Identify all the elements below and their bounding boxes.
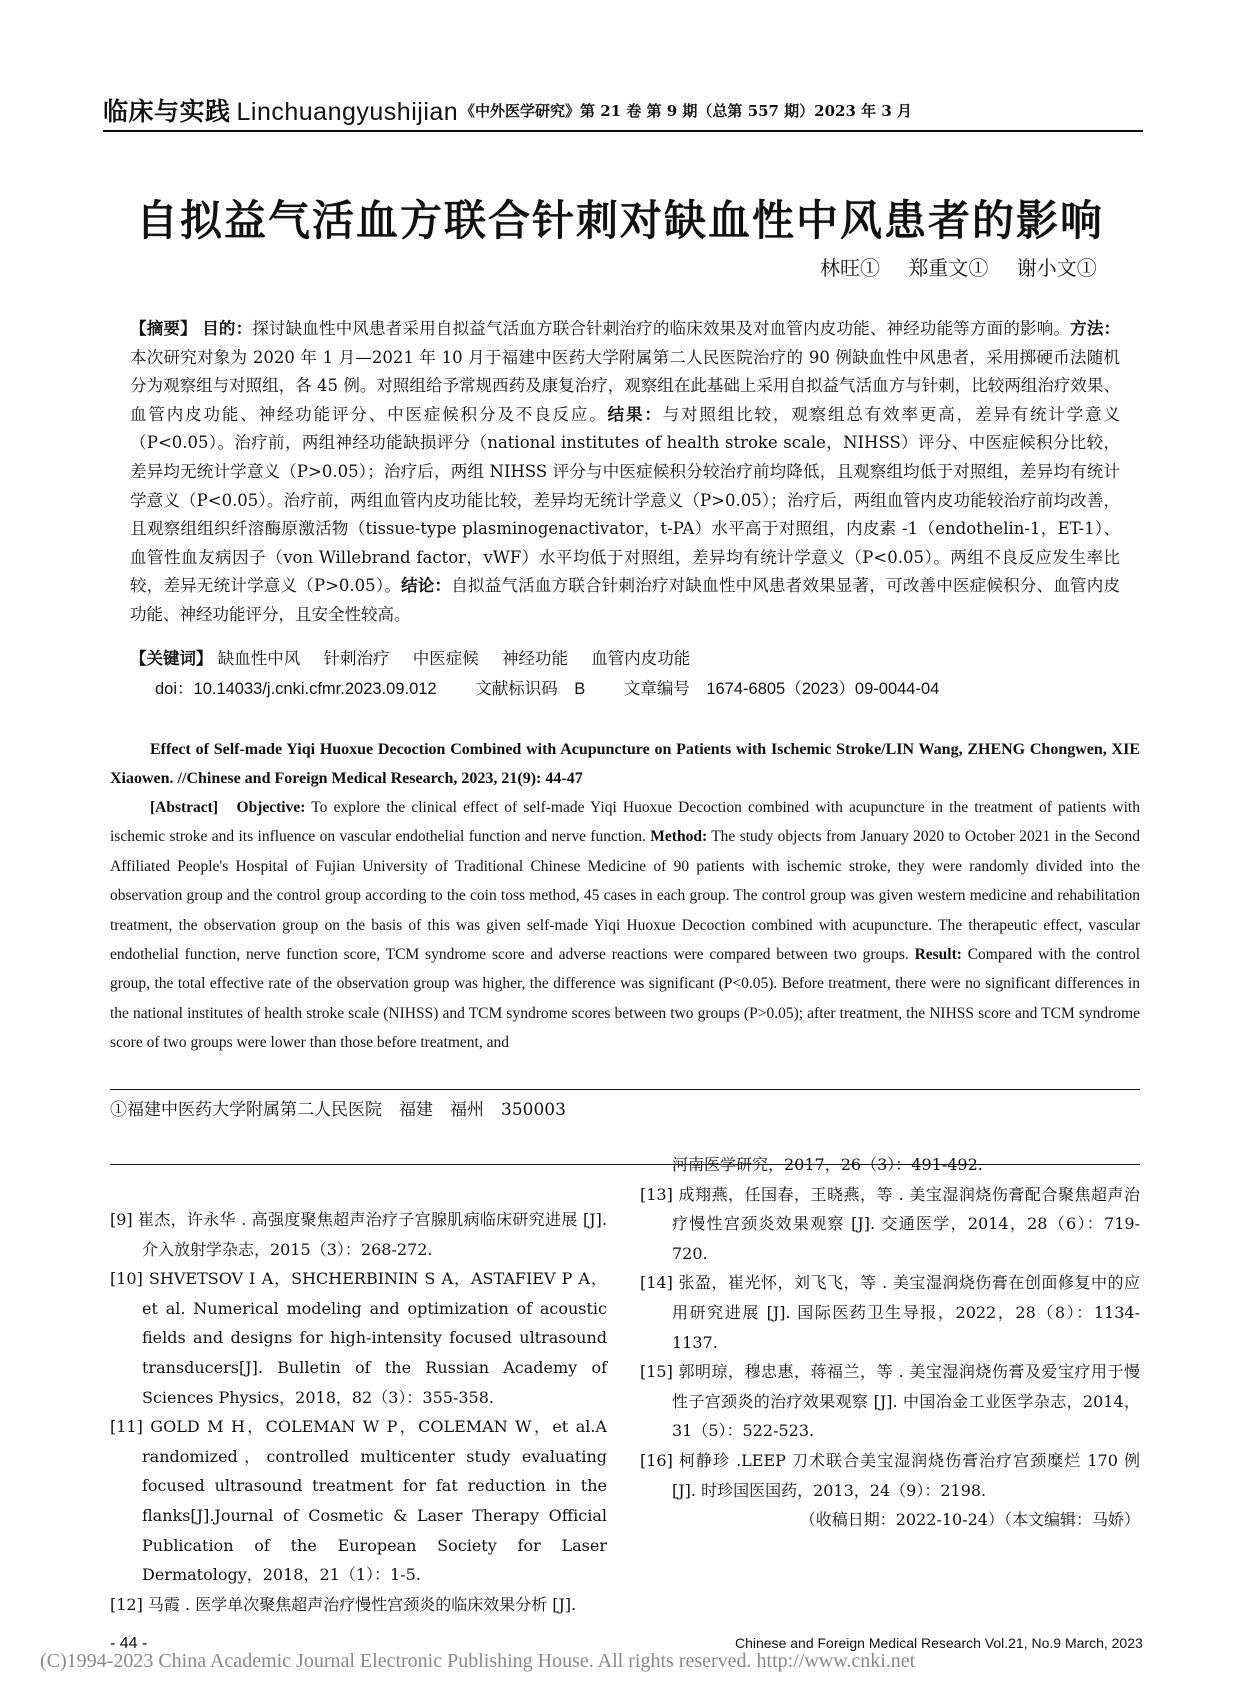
result-text: 与对照组比较，观察组总有效率更高，差异有统计学意义（P<0.05）。治疗前，两组神经功能缺损评分（national institutes of health stroke scale，NIHSS）评分、中医症候积分比较，差异均无统计学意义（P>0.05）；治疗后，两组 NIHSS 评分与中医症候积分较治疗前均降低，且观察组均低于对照组，差异均有统计学意义（P<0.05）。治疗前，两组血管内皮功能比较，差异均无统计学意义（P>0.05）；治疗后，两组血管内皮功能较治疗前均改善，且观察组组织纤溶酶原激活物（tissue-type plasminogenactivator，t-PA）水平高于对照组，内皮素 -1（endothelin-1，ET-1）、血管性血友病因子（von Willebrand factor，vWF）水平均低于对照组，差异均有统计学意义（P<0.05）。两组不良反应发生率比较，差异无统计学意义（P>0.05）。 (130, 404, 1121, 596)
result-en-text: Compared with the control group, the total effective rate of the observation group was higher, the difference was significant (P<0.05). Before treatment, there were no significant differences in the national institutes of health stroke scale (NIHSS) and TCM syndrome scores between two groups (P>0.05); after treatment, the NIHSS score and TCM syndrome score of two groups were lower than those before treatment, and (110, 946, 1141, 1052)
column-name-cn: 临床与实践 (103, 97, 231, 126)
footnote-rule (110, 1089, 1140, 1090)
keyword: 针刺治疗 (323, 649, 390, 668)
document-code: 文献标识码 B (475, 680, 586, 698)
objective-text: 探讨缺血性中风患者采用自拟益气活血方联合针刺治疗的临床效果及对血管内皮功能、神经功能等方面的影响。 (252, 319, 1071, 338)
reference-item: [9] 崔杰，许永华 . 高强度聚焦超声治疗子宫腺肌病临床研究进展 [J]. 介入放射学杂志，2015（3）：268-272. (110, 1210, 607, 1259)
method-en-label: Method: (650, 828, 708, 846)
abstract-label: 【摘要】 (130, 319, 197, 338)
method-label: 方法： (1070, 319, 1121, 338)
reference-item: [13] 成翔燕，任国春，王晓燕，等 . 美宝湿润烧伤膏配合聚焦超声治疗慢性宫颈炎效果观察 [J]. 交通医学，2014，28（6）：719-720. (640, 1184, 1140, 1263)
reference-item: [10] SHVETSOV I A，SHCHERBININ S A，ASTAFIEV P A，et al. Numerical modeling and optimization of acoustic fields and designs for high-intensity focused ultrasound transducers[J]. Bulletin of the Russian Academy of Sciences Physics，2018，82（3）：355-358. (110, 1269, 607, 1407)
keyword: 缺血性中风 (217, 649, 301, 668)
journal-footer: Chinese and Foreign Medical Research Vol.21, No.9 March, 2023 (735, 1635, 1143, 1651)
objective-en-text: To explore the clinical effect of self-made Yiqi Huoxue Decoction combined with acupuncture in the treatment of patients with ischemic stroke and its influence on vascular endothelial function and nerve function. (110, 799, 1140, 846)
author: 郑重文① (908, 256, 989, 280)
page-number: - 44 - (110, 1635, 148, 1652)
reference-item: [16] 柯静珍 .LEEP 刀术联合美宝湿润烧伤膏治疗宫颈糜烂 170 例 [J]. 时珍国医国药，2013，24（9）：2198. (640, 1450, 1140, 1500)
references-left-column (110, 1205, 607, 1619)
journal-issue-info: 《中外医学研究》第 21 卷 第 9 期（总第 557 期）2023 年 3 月 (460, 102, 913, 120)
conclusion-text: 自拟益气活血方联合针刺治疗对缺血性中风患者效果显著，可改善中医症候积分、血管内皮功能、神经功能评分，且安全性较高。 (130, 576, 1121, 624)
keyword: 中医症候 (412, 649, 479, 668)
article-number: 文章编号 1674-6805（2023）09-0044-04 (623, 680, 940, 698)
author-list (820, 252, 1097, 281)
references-right-column (640, 1150, 1140, 1535)
reference-item: [12] 马霞 . 医学单次聚焦超声治疗慢性宫颈炎的临床效果分析 [J]. (110, 1594, 577, 1614)
abstract-cn (130, 315, 1120, 630)
column-heading (103, 92, 458, 128)
doi: doi：10.14033/j.cnki.cfmr.2023.09.012 (155, 680, 437, 698)
method-text: 本次研究对象为 2020 年 1 月—2021 年 10 月于福建中医药大学附属第二人民医院治疗的 90 例缺血性中风患者，采用掷硬币法随机分为观察组与对照组，各 45 例。对照组给予常规西药及康复治疗，观察组在此基础上采用自拟益气活血方与针刺，比较两组治疗效果、血管内皮功能、神经功能评分、中医症候积分及不良反应。 (130, 347, 1120, 424)
result-en-label: Result: (914, 946, 962, 964)
column-name-en: Linchuangyushijian (236, 98, 459, 126)
affiliation-footnote: ①福建中医药大学附属第二人民医院 福建 福州 350003 (110, 1100, 566, 1120)
reference-item: [14] 张盈，崔光怀，刘飞飞，等 . 美宝湿润烧伤膏在创面修复中的应用研究进展 [J]. 国际医药卫生导报，2022，28（8）：1134-1137. (640, 1273, 1140, 1352)
keyword: 神经功能 (502, 649, 568, 668)
article-title: 自拟益气活血方联合针刺对缺血性中风患者的影响 (135, 196, 1104, 245)
objective-label: 目的： (202, 319, 253, 338)
author: 林旺① (820, 256, 880, 280)
english-title: Effect of Self-made Yiqi Huoxue Decoction Combined with Acupuncture on Patients with Ischemic Stroke/LIN Wang, ZHENG Chongwen, XIE Xiaowen. //Chinese and Foreign Medical Research, 2023, 21(9): 44-47 (110, 741, 1140, 787)
keywords-label: 【关键词】 (130, 649, 213, 668)
keywords-line (130, 645, 1120, 669)
reference-item: [11] GOLD M H，COLEMAN W P，COLEMAN W，et al.A randomized，controlled multicenter study evaluating focused ultrasound treatment for fat reduction in the flanks[J].Journal of Cosmetic & Laser Therapy Official Publication of the European Society for Laser Dermatology，2018，21（1）：1-5. (110, 1417, 607, 1585)
method-en-text: The study objects from January 2020 to October 2021 in the Second Affiliated People's Hospital of Fujian University of Traditional Chinese Medicine of 90 patients with ischemic stroke, they were randomly divided into the observation group and the control group according to the coin toss method, 45 cases in each group. The control group was given western medicine and rehabilitation treatment, the observation group on the basis of this was given self-made Yiqi Huoxue Decoction combined with acupuncture. The therapeutic effect, vascular endothelial function, nerve function score, TCM syndrome score and adverse reactions were compared between two groups. (110, 828, 1140, 964)
reference-item: [15] 郭明琼，穆忠惠，蒋福兰，等 . 美宝湿润烧伤膏及爱宝疗用于慢性子宫颈炎的治疗效果观察 [J]. 中国冶金工业医学杂志，2014，31（5）：522-523. (640, 1362, 1140, 1441)
reference-continuation: 河南医学研究，2017，26（3）：491-492. (672, 1155, 983, 1174)
abstract-en (110, 793, 1140, 1058)
author: 谢小文① (1016, 256, 1097, 280)
conclusion-label: 结论： (401, 576, 452, 596)
header-rule (103, 130, 1143, 132)
result-label: 结果： (607, 404, 663, 424)
received-note: （收稿日期：2022-10-24）（本文编辑：马娇） (799, 1510, 1140, 1530)
abstract-en-label: [Abstract] (150, 799, 219, 816)
copyright-watermark: (C)1994-2023 China Academic Journal Electronic Publishing House. All rights reserved. http://www.cnki.net (40, 1650, 916, 1672)
objective-en-label: Objective: (236, 799, 306, 816)
article-meta (155, 675, 973, 699)
keyword: 血管内皮功能 (591, 649, 691, 668)
